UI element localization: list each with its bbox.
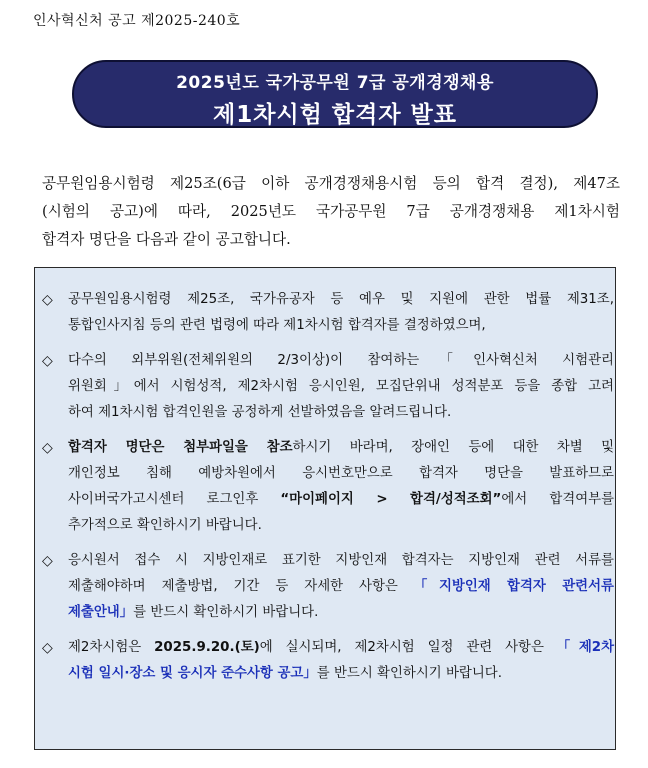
diamond-icon: ◇ [42,440,53,456]
notice-items [42,287,614,696]
banner-subtitle: 2025년도 국가공무원 7급 공개경쟁채용 [176,73,494,93]
title-banner [72,60,598,128]
bold-text: 첨부파일을 참조 [183,440,293,455]
intro-paragraph [42,170,620,254]
item-line [68,487,614,513]
item-text: 하시기 바라며, 장애인 등에 대한 차별 및 [292,440,615,455]
list-item [42,635,614,687]
regional-talent-notice-link: 「지방인재 합격자 관련서류 [413,579,614,594]
item-line: 통합인사지침 등의 관련 법령에 따라 제1차시험 합격자를 결정하였으며, [68,318,486,333]
bold-text: “마이페이지 > 합격/성적조회” [280,492,502,507]
item-line: 다수의 외부위원(전체위원의 2/3이상)이 참여하는「인사혁신처 시험관리 [68,353,614,368]
item-line [68,435,614,461]
second-exam-notice-link: 「제2차 [556,640,615,655]
item-line: 추가적으로 확인하시기 바랍니다. [68,518,262,533]
item-text: 제2차시험은 [68,640,155,655]
intro-line: 공무원임용시험령 제25조(6급 이하 공개경쟁채용시험 등의 합격 결정), 제47조 [42,175,620,192]
list-item [42,287,614,339]
item-line [68,635,614,661]
diamond-icon: ◇ [42,292,53,308]
item-line: 개인정보 침해 예방차원에서 응시번호만으로 합격자 명단을 발표하므로 [68,466,614,481]
regional-talent-notice-link: 제출안내」 [68,605,134,620]
intro-line: (시험의 공고)에 따라, 2025년도 국가공무원 7급 공개경쟁채용 제1차시험 [42,203,620,220]
item-text: 제출해야하며 제출방법, 기간 등 자세한 사항은 [68,579,414,594]
diamond-icon: ◇ [42,553,53,569]
item-line [68,574,614,600]
item-line [68,600,614,626]
diamond-icon: ◇ [42,353,53,369]
item-text: 를 반드시 확인하시기 바랍니다. [316,666,502,681]
second-exam-notice-link: 시험 일시·장소 및 응시자 준수사항 공고」 [68,666,317,681]
intro-line: 합격자 명단을 다음과 같이 공고합니다. [42,231,291,248]
item-line: 위원회」에서 시험성적, 제2차시험 응시인원, 모집단위내 성적분포 등을 종합 고려 [68,379,614,394]
list-item [42,348,614,426]
bold-text: 합격자 명단은 [68,440,184,455]
banner-title: 제1차시험 합격자 발표 [213,102,457,128]
notice-number: 인사혁신처 공고 제2025-240호 [33,13,241,29]
item-text: 에 실시되며, 제2차시험 일정 관련 사항은 [259,640,557,655]
diamond-icon: ◇ [42,640,53,656]
item-line [68,661,614,687]
item-line: 응시원서 접수 시 지방인재로 표기한 지방인재 합격자는 지방인재 관련 서류를 [68,553,614,568]
item-text: 사이버국가고시센터 로그인후 [68,492,281,507]
list-item [42,548,614,626]
list-item [42,435,614,539]
item-line: 하여 제1차시험 합격인원을 공정하게 선발하였음을 알려드립니다. [68,405,452,420]
item-text: 에서 합격여부를 [501,492,615,507]
exam-date: 2025.9.20.(토) [154,640,260,655]
item-text: 를 반드시 확인하시기 바랍니다. [133,605,319,620]
item-line: 공무원임용시험령 제25조, 국가유공자 등 예우 및 지원에 관한 법률 제31조, [68,292,614,307]
